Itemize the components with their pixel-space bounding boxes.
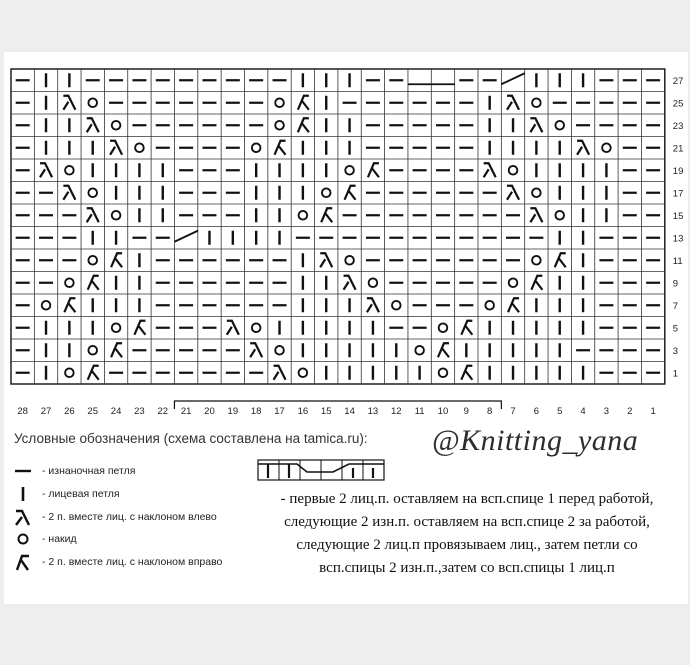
row-number: 1	[672, 368, 679, 380]
row-number: 11	[672, 255, 683, 267]
explanation-line: следующие 2 изн.п. оставляем на всп.спице 2 за работой,	[284, 514, 650, 530]
explanation-line: всп.спицы 2 изн.п.,затем со всп.спицы 1 лиц.п	[319, 560, 615, 576]
knit-symbol-icon	[12, 484, 34, 504]
legend-label: - 2 п. вместе лиц. с наклоном вправо	[42, 556, 223, 568]
column-number: 24	[110, 406, 122, 417]
k2tog-right-symbol-icon	[12, 552, 34, 572]
column-number: 19	[227, 406, 239, 417]
row-number: 21	[672, 143, 684, 155]
row-number: 3	[672, 345, 679, 357]
legend-item-yarn-over	[12, 529, 77, 549]
row-number: 17	[672, 188, 684, 200]
row-number: 25	[672, 98, 684, 110]
row-number: 5	[672, 323, 679, 335]
cable-explanation	[266, 488, 668, 580]
repeat-bracket	[174, 401, 501, 409]
legend-label: - накид	[42, 533, 77, 545]
explanation-line: - первые 2 лиц.п. оставляем на всп.спице 1 перед работой,	[280, 491, 654, 507]
column-number: 17	[274, 406, 285, 417]
column-number: 26	[64, 406, 75, 417]
column-number: 14	[344, 406, 355, 417]
column-number: 6	[533, 406, 540, 417]
column-number: 23	[134, 406, 145, 417]
column-number: 2	[627, 406, 633, 417]
legend-item-k2tog-right	[12, 552, 222, 572]
column-number: 9	[463, 406, 469, 417]
column-number: 18	[250, 406, 262, 417]
column-number: 22	[157, 406, 169, 417]
column-number: 11	[414, 406, 425, 417]
legend-item-purl	[12, 461, 135, 481]
column-number: 3	[603, 406, 610, 417]
legend-item-knit	[12, 484, 120, 504]
k2tog-left-symbol-icon	[12, 507, 34, 527]
legend-item-k2tog-left	[12, 507, 217, 527]
column-number: 5	[557, 406, 563, 417]
row-number: 19	[672, 165, 684, 177]
row-number: 27	[672, 75, 684, 87]
column-number: 15	[320, 406, 332, 417]
cable-symbol-icon	[257, 458, 387, 482]
column-number: 21	[180, 406, 192, 417]
legend-label: - изнаночная петля	[42, 465, 136, 477]
column-number: 25	[87, 406, 99, 417]
row-number: 9	[672, 278, 679, 290]
legend-title: Условные обозначения (схема составлена на tamica.ru):	[14, 431, 368, 446]
explanation-line: следующие 2 лиц.п провязываем лиц., затем петли со	[296, 537, 638, 553]
legend-label: - 2 п. вместе лиц. с наклоном влево	[42, 511, 217, 523]
row-number: 13	[672, 233, 684, 245]
row-number: 23	[672, 120, 684, 132]
column-number: 20	[204, 406, 215, 417]
yarn-over-symbol-icon	[12, 529, 34, 549]
purl-symbol-icon	[12, 461, 34, 481]
column-number: 10	[437, 406, 449, 417]
column-number: 28	[17, 406, 28, 417]
row-number: 7	[672, 300, 679, 312]
column-number: 13	[367, 406, 379, 417]
column-number: 1	[650, 406, 656, 417]
brand-watermark: @Knitting_yana	[432, 424, 639, 457]
column-number: 7	[510, 406, 516, 417]
column-number: 8	[487, 406, 493, 417]
legend-label: - лицевая петля	[42, 488, 120, 500]
column-number: 16	[297, 406, 309, 417]
column-number: 12	[390, 406, 402, 417]
row-number: 15	[672, 210, 684, 222]
column-number: 27	[40, 406, 52, 417]
column-number: 4	[580, 406, 586, 417]
